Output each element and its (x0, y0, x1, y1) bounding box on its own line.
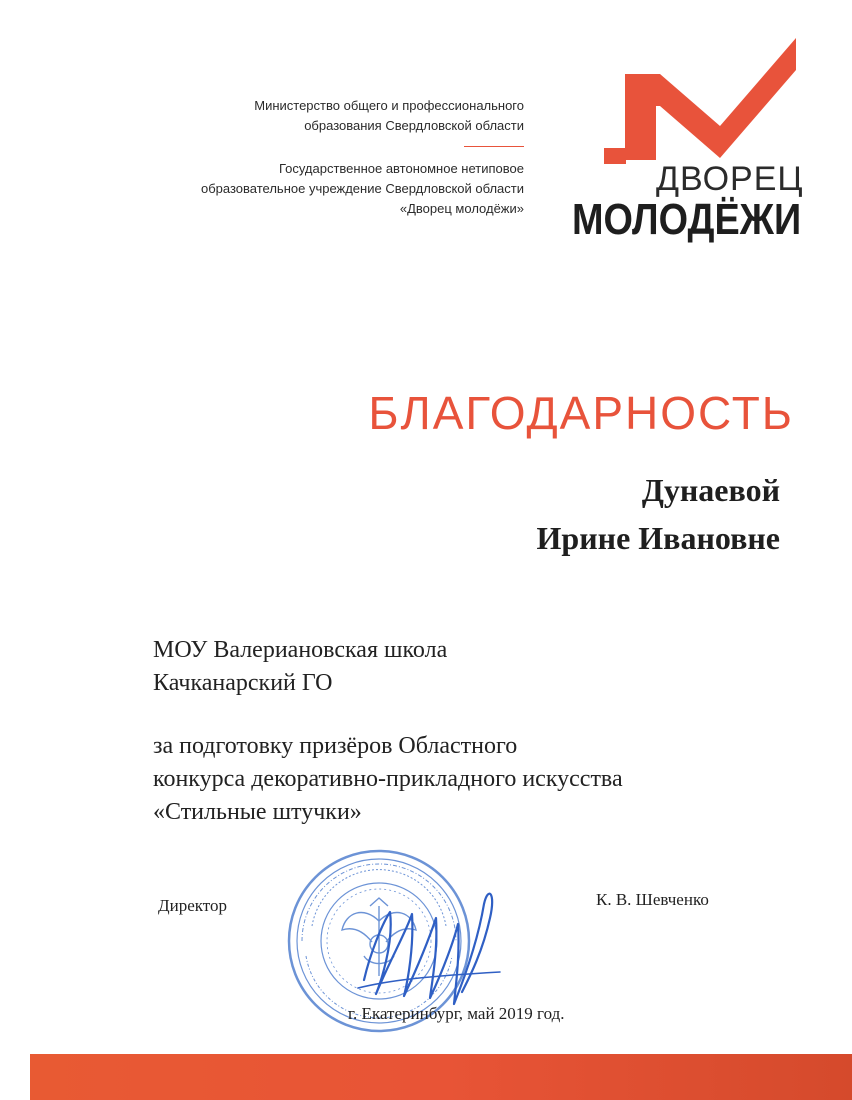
issuer-block (104, 96, 524, 219)
reason-line-3: «Стильные штучки» (153, 799, 362, 825)
org-line-2: образовательное учреждение Свердловской области (200, 181, 524, 196)
recipient-given-names: Ирине Ивановне (536, 520, 780, 556)
reason-line-1: за подготовку призёров Областного (153, 733, 518, 759)
org-line-1: Государственное автономное нетиповое (278, 161, 524, 176)
recipient-name (537, 466, 781, 562)
logo-text-line-2: МОЛОДЁЖИ (572, 195, 802, 244)
logo-text-line-1: ДВОРЕЦ (656, 160, 804, 198)
document-title: БЛАГОДАРНОСТЬ (368, 387, 794, 439)
bottom-decorative-band (30, 1054, 852, 1100)
dvorets-molodezhi-logo (570, 34, 804, 244)
reason-line-2: конкурса декоративно-прикладного искусства (153, 766, 623, 792)
director-label: Директор (158, 896, 227, 915)
org-line-3: «Дворец молодёжи» (399, 201, 524, 216)
ministry-line-1: Министерство общего и профессионального (254, 98, 524, 113)
municipality: Качканарский ГО (153, 670, 333, 696)
place-and-date: г. Екатеринбург, май 2019 год. (348, 1004, 565, 1023)
school-name: МОУ Валериановская школа (153, 637, 448, 663)
certificate-body (153, 634, 753, 829)
recipient-surname: Дунаевой (641, 472, 780, 508)
director-signature-icon (350, 884, 510, 1014)
ministry-line-2: образования Свердловской области (304, 118, 524, 133)
issuer-divider (464, 146, 524, 147)
director-name: К. В. Шевченко (596, 890, 709, 909)
